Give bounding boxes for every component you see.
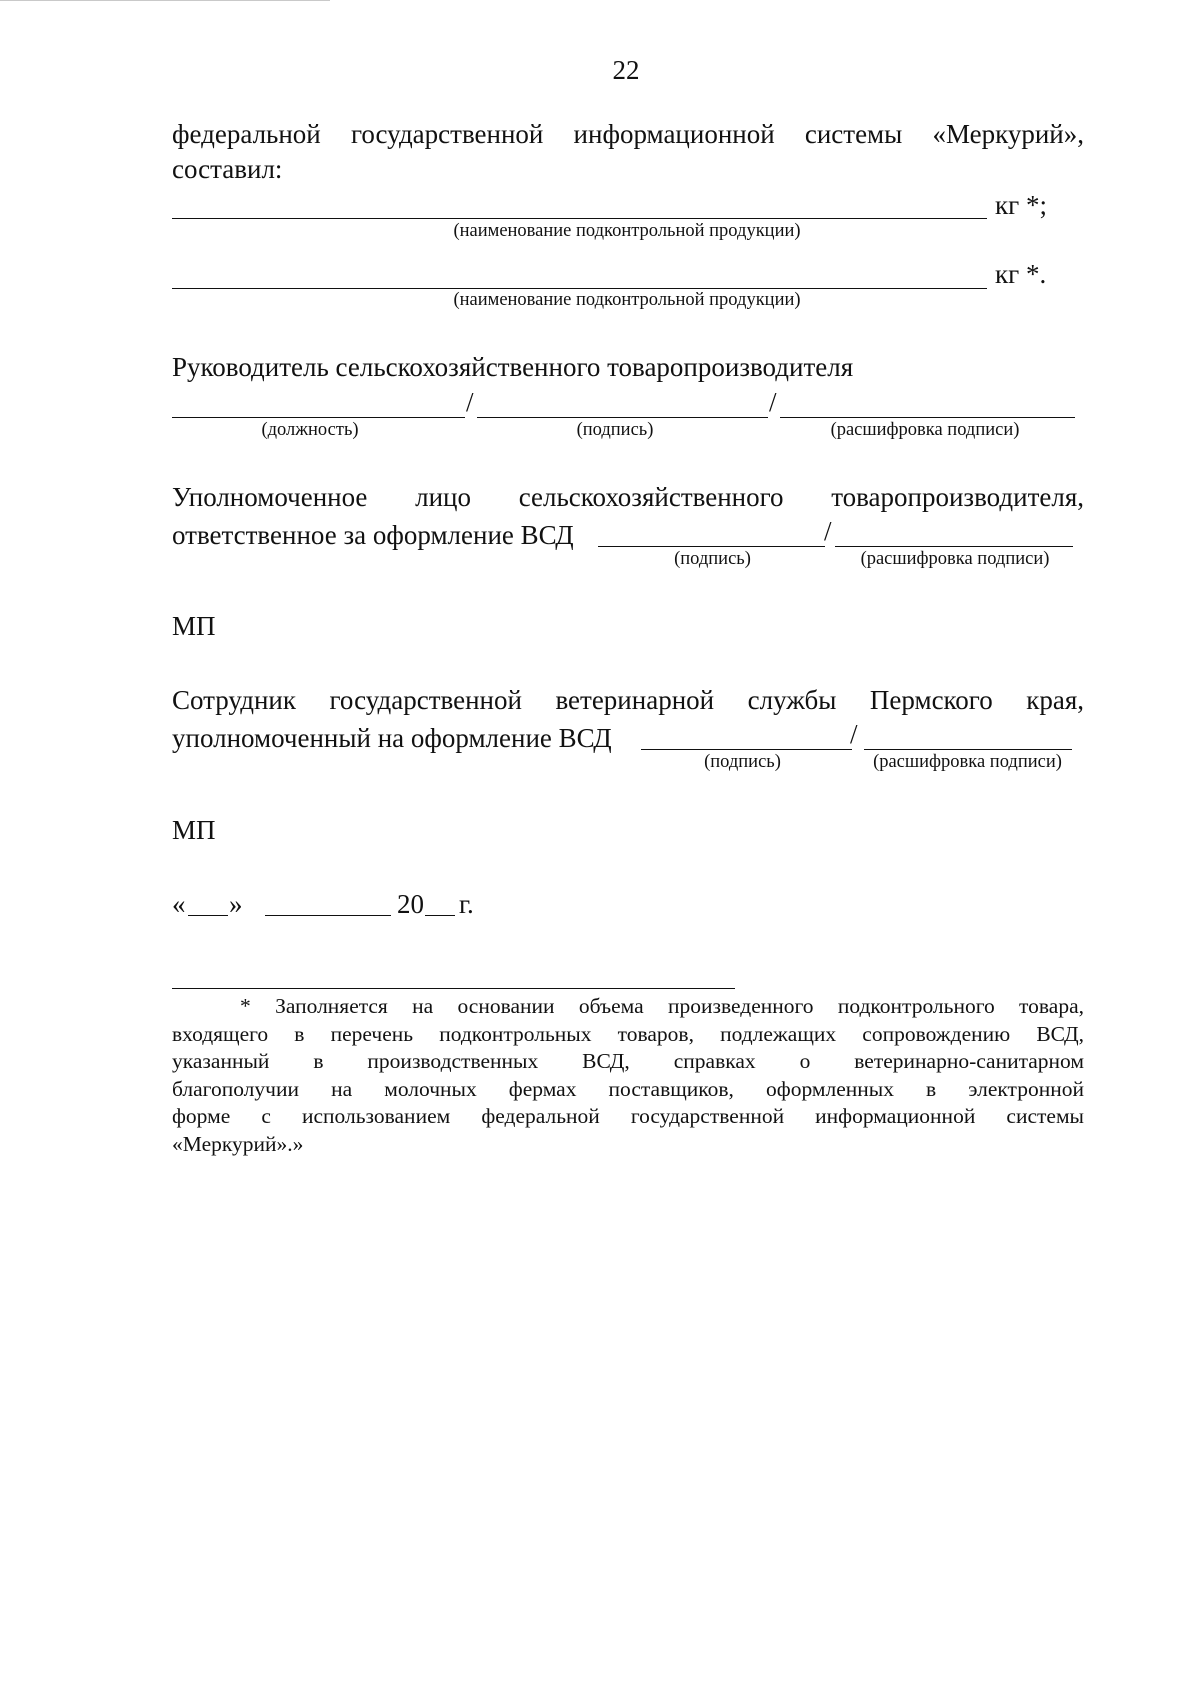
footnote-line-6: «Меркурий».» <box>172 1131 304 1156</box>
vet-signature-blank <box>641 749 852 750</box>
authorized-decoding-blank <box>835 546 1073 547</box>
head-decoding-blank <box>780 417 1075 418</box>
product-1-caption: (наименование подконтрольной продукции) <box>453 221 801 241</box>
date-close-quote: » <box>229 889 243 919</box>
authorized-caption-signature: (подпись) <box>674 549 751 569</box>
date-month-blank <box>265 915 391 916</box>
vet-decoding-blank <box>864 749 1072 750</box>
authorized-line-2: ответственное за оформление ВСД <box>172 520 574 550</box>
date-year-prefix: 20 <box>397 889 424 919</box>
vet-line-2: уполномоченный на оформление ВСД <box>172 723 612 753</box>
footnote-line-1: * Заполняется на основании объема произведенного подконтрольного товара, <box>240 994 1084 1018</box>
head-caption-decoding: (расшифровка подписи) <box>830 420 1020 440</box>
head-signature-blank <box>477 417 768 418</box>
footnote-line-4: благополучии на молочных фермах поставщиков, оформленных в электронной <box>172 1076 1084 1101</box>
vet-caption-decoding: (расшифровка подписи) <box>873 752 1062 772</box>
authorized-caption-decoding: (расшифровка подписи) <box>860 549 1050 569</box>
authorized-line-1: Уполномоченное лицо сельскохозяйственного товаропроизводителя, <box>172 482 1084 512</box>
footnote-line-2: входящего в перечень подконтрольных товаров, подлежащих сопровождению ВСД, <box>172 1021 1084 1046</box>
product-1-blank <box>172 218 987 219</box>
head-caption-signature: (подпись) <box>576 420 654 440</box>
footnote-separator <box>172 988 735 989</box>
intro-line-2: составил: <box>172 154 283 184</box>
date-year-suffix: г. <box>459 889 474 919</box>
product-1-unit: кг *; <box>995 190 1047 220</box>
date-year-blank <box>425 915 455 916</box>
vet-caption-signature: (подпись) <box>704 752 781 772</box>
product-2-caption: (наименование подконтрольной продукции) <box>453 290 801 310</box>
product-2-blank <box>172 288 987 289</box>
date-day-blank <box>188 915 228 916</box>
product-2-unit: кг *. <box>995 259 1047 289</box>
stamp-mp-2: МП <box>172 815 216 845</box>
date-open-quote: « <box>172 889 186 919</box>
scan-edge-line <box>0 0 330 1</box>
head-position-blank <box>172 417 465 418</box>
intro-line-1: федеральной государственной информационной системы «Меркурий», <box>172 119 1084 149</box>
authorized-signature-blank <box>598 546 825 547</box>
authorized-slash: / <box>824 516 832 546</box>
page-number: 22 <box>612 55 640 85</box>
head-slash-1: / <box>466 387 474 417</box>
vet-slash: / <box>850 719 858 749</box>
vet-line-1: Сотрудник государственной ветеринарной службы Пермского края, <box>172 685 1084 715</box>
footnote-line-5: форме с использованием федеральной государственной информационной системы <box>172 1104 1084 1128</box>
head-caption-position: (должность) <box>261 420 359 440</box>
head-title: Руководитель сельскохозяйственного товаропроизводителя <box>172 352 854 382</box>
stamp-mp-1: МП <box>172 611 216 641</box>
head-slash-2: / <box>769 387 777 417</box>
footnote-line-3: указанный в производственных ВСД, справках о ветеринарно-санитарном <box>172 1049 1084 1073</box>
footnote <box>172 993 1084 1158</box>
